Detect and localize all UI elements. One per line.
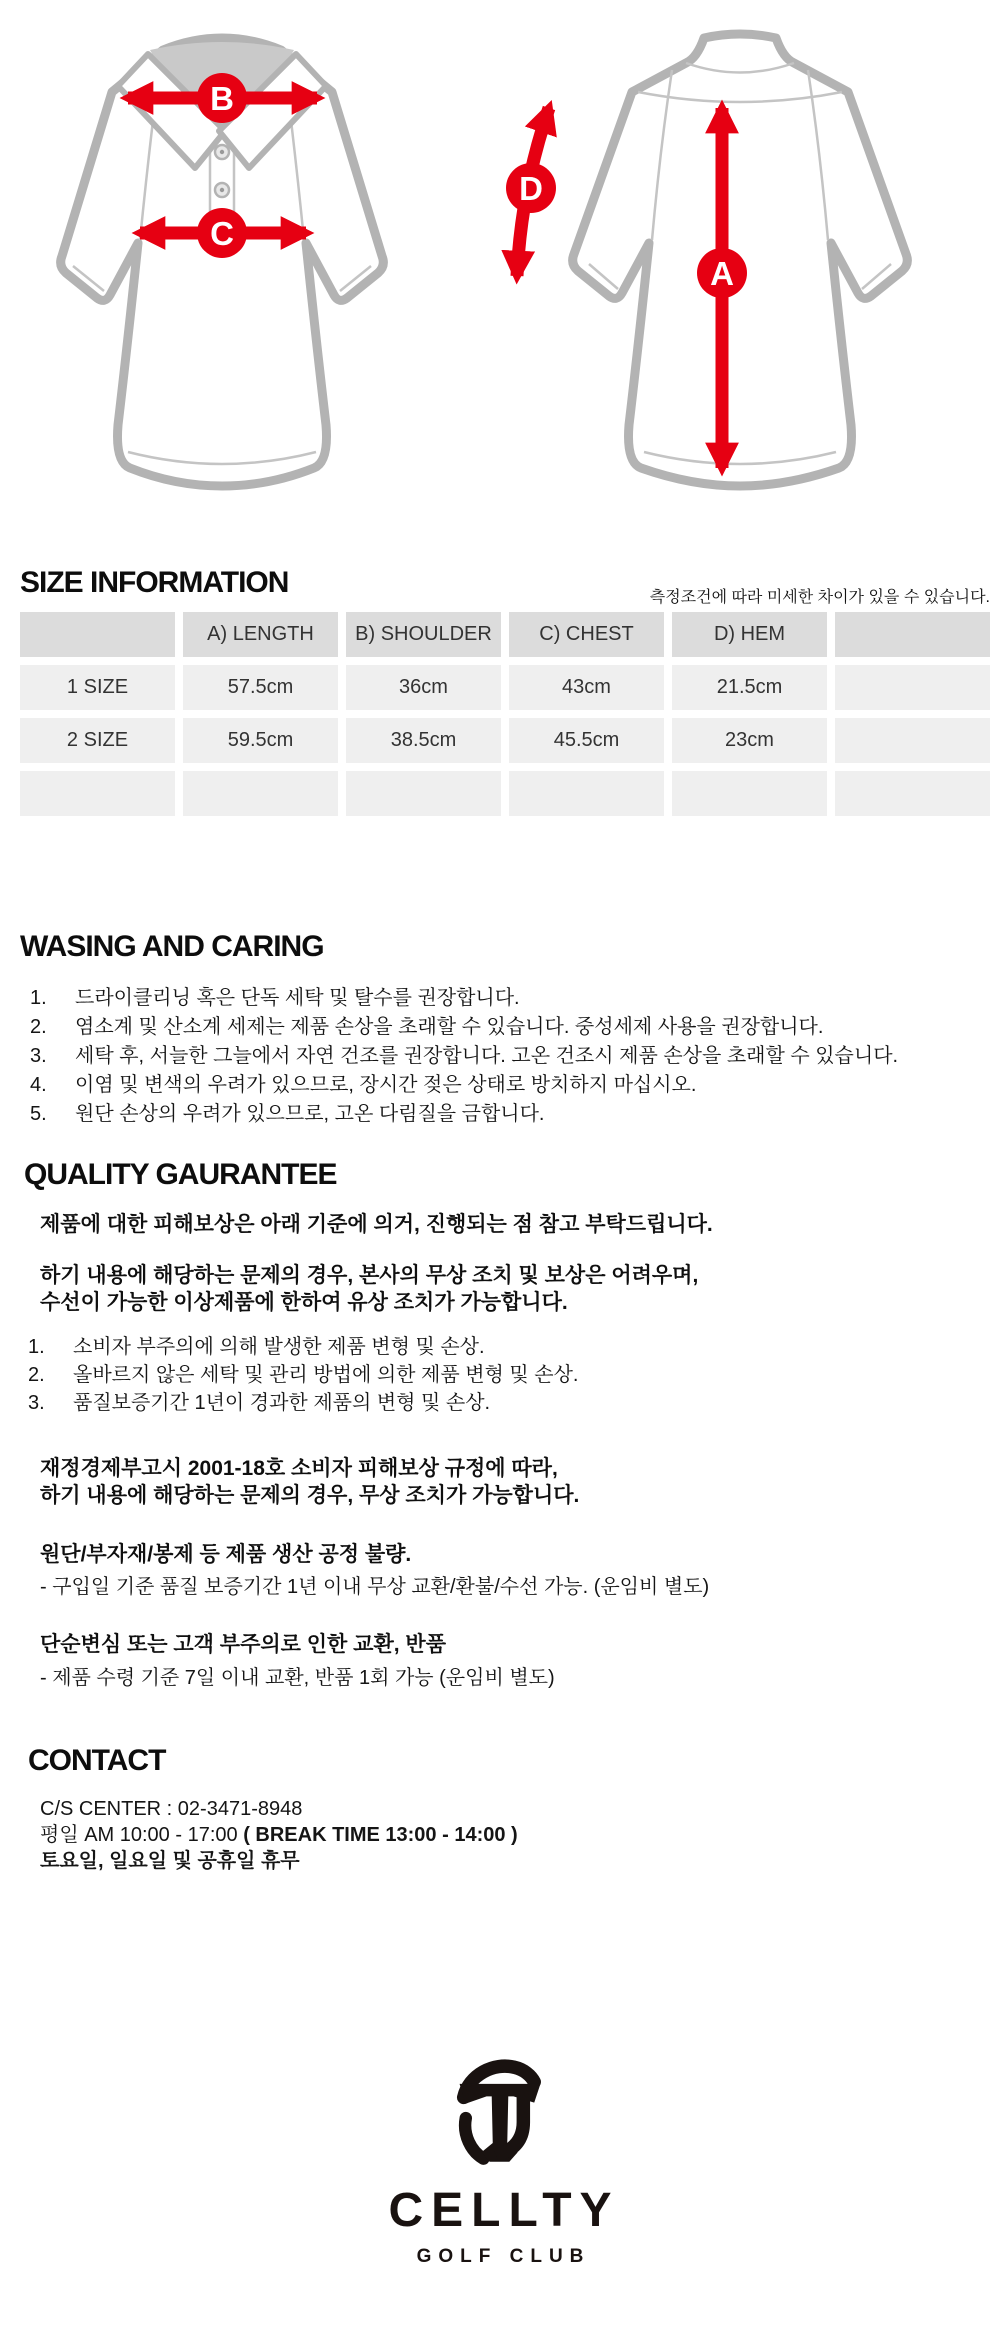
quality-intro: 제품에 대한 피해보상은 아래 기준에 의거, 진행되는 점 참고 부탁드립니다. (40, 1213, 713, 1236)
size-table-header-cell: B) SHOULDER (346, 612, 501, 657)
quality-paid-notice: 하기 내용에 해당하는 문제의 경우, 본사의 무상 조치 및 보상은 어려우며, 수선이 가능한 이상제품에 한하여 유상 조치가 가능합니다. (40, 1264, 699, 1314)
size-table-cell (835, 665, 990, 710)
size-measure-note: 측정조건에 따라 미세한 차이가 있을 수 있습니다. (649, 589, 990, 606)
business-hours-line: 평일 AM 10:00 - 17:00 ( BREAK TIME 13:00 - 14:00 ) (40, 1824, 518, 1846)
size-table-cell: 36cm (346, 665, 501, 710)
quality-excluded-item: 1. 소비자 부주의에 의해 발생한 제품 변형 및 손상. (28, 1336, 485, 1358)
size-table-cell (20, 771, 175, 816)
size-information-title: SIZE INFORMATION (20, 566, 289, 599)
change-policy-title: 단순변심 또는 고객 부주의로 인한 교환, 반품 (40, 1633, 446, 1656)
holiday-line: 토요일, 일요일 및 공휴일 휴무 (40, 1850, 300, 1872)
defect-policy-desc: - 구입일 기준 품질 보증기간 1년 이내 무상 교환/환불/수선 가능. (운임비 별도) (40, 1576, 710, 1598)
brand-name: CELLTY (388, 2184, 620, 2237)
brand-logo (0, 2058, 1000, 2268)
monogram-arc-bottom (465, 2118, 483, 2158)
washing-list (30, 984, 898, 1129)
size-table-cell (183, 771, 338, 816)
quality-excluded-item: 3. 품질보증기간 1년이 경과한 제품의 변형 및 손상. (28, 1392, 491, 1414)
quality-free-notice: 재정경제부고시 2001-18호 소비자 피해보상 규정에 따라, 하기 내용에 해당하는 문제의 경우, 무상 조치가 가능합니다. (40, 1457, 580, 1507)
quality-excluded-item: 2. 올바르지 않은 세탁 및 관리 방법에 의한 제품 변형 및 손상. (28, 1364, 579, 1386)
size-table-cell: 45.5cm (509, 718, 664, 763)
size-table-cell: 43cm (509, 665, 664, 710)
washing-item: 3. 세탁 후, 서늘한 그늘에서 자연 건조를 권장합니다. 고온 건조시 제품 손상을 초래할 수 있습니다. (30, 1045, 899, 1067)
size-table-cell: 57.5cm (183, 665, 338, 710)
label-b: B (210, 80, 234, 117)
size-table (20, 612, 990, 816)
size-table-cell (346, 771, 501, 816)
size-table-header-cell: A) LENGTH (183, 612, 338, 657)
size-table-cell: 23cm (672, 718, 827, 763)
size-table-cell: 21.5cm (672, 665, 827, 710)
label-a: A (710, 255, 734, 292)
size-table-cell: 2 SIZE (20, 718, 175, 763)
contact-info (40, 1796, 518, 1874)
quality-excluded-list (28, 1333, 578, 1417)
size-measure-diagram (0, 0, 1000, 560)
brand-subtitle: GOLF CLUB (416, 2246, 591, 2267)
size-table-cell: 59.5cm (183, 718, 338, 763)
washing-caring-title: WASING AND CARING (20, 930, 324, 963)
size-table-header-cell: D) HEM (672, 612, 827, 657)
label-c: C (210, 215, 234, 252)
size-table-header-cell (20, 612, 175, 657)
washing-item: 5. 원단 손상의 우려가 있으므로, 고온 다림질을 금합니다. (30, 1103, 545, 1125)
washing-item: 2. 염소계 및 산소계 세제는 제품 손상을 초래할 수 있습니다. 중성세제 사용을 권장합니다. (30, 1016, 824, 1038)
size-table-header-cell: C) CHEST (509, 612, 664, 657)
size-table-header-cell (835, 612, 990, 657)
size-table-cell (835, 718, 990, 763)
size-table-cell: 38.5cm (346, 718, 501, 763)
washing-item: 1. 드라이클리닝 혹은 단독 세탁 및 탈수를 권장합니다. (30, 987, 520, 1009)
label-d: D (519, 170, 543, 207)
defect-policy-title: 원단/부자재/봉제 등 제품 생산 공정 불량. (40, 1543, 412, 1566)
cs-center-line: C/S CENTER : 02-3471-8948 (40, 1798, 303, 1820)
size-table-cell: 1 SIZE (20, 665, 175, 710)
washing-item: 4. 이염 및 변색의 우려가 있으므로, 장시간 젖은 상태로 방치하지 마십시오. (30, 1074, 697, 1096)
size-table-cell (509, 771, 664, 816)
contact-title: CONTACT (28, 1744, 166, 1777)
quality-guarantee-title: QUALITY GAURANTEE (24, 1158, 337, 1191)
change-policy-desc: - 제품 수령 기준 7일 이내 교환, 반품 1회 가능 (운임비 별도) (40, 1667, 555, 1689)
brand-monogram-icon (448, 2058, 552, 2170)
size-table-cell (835, 771, 990, 816)
size-table-cell (672, 771, 827, 816)
